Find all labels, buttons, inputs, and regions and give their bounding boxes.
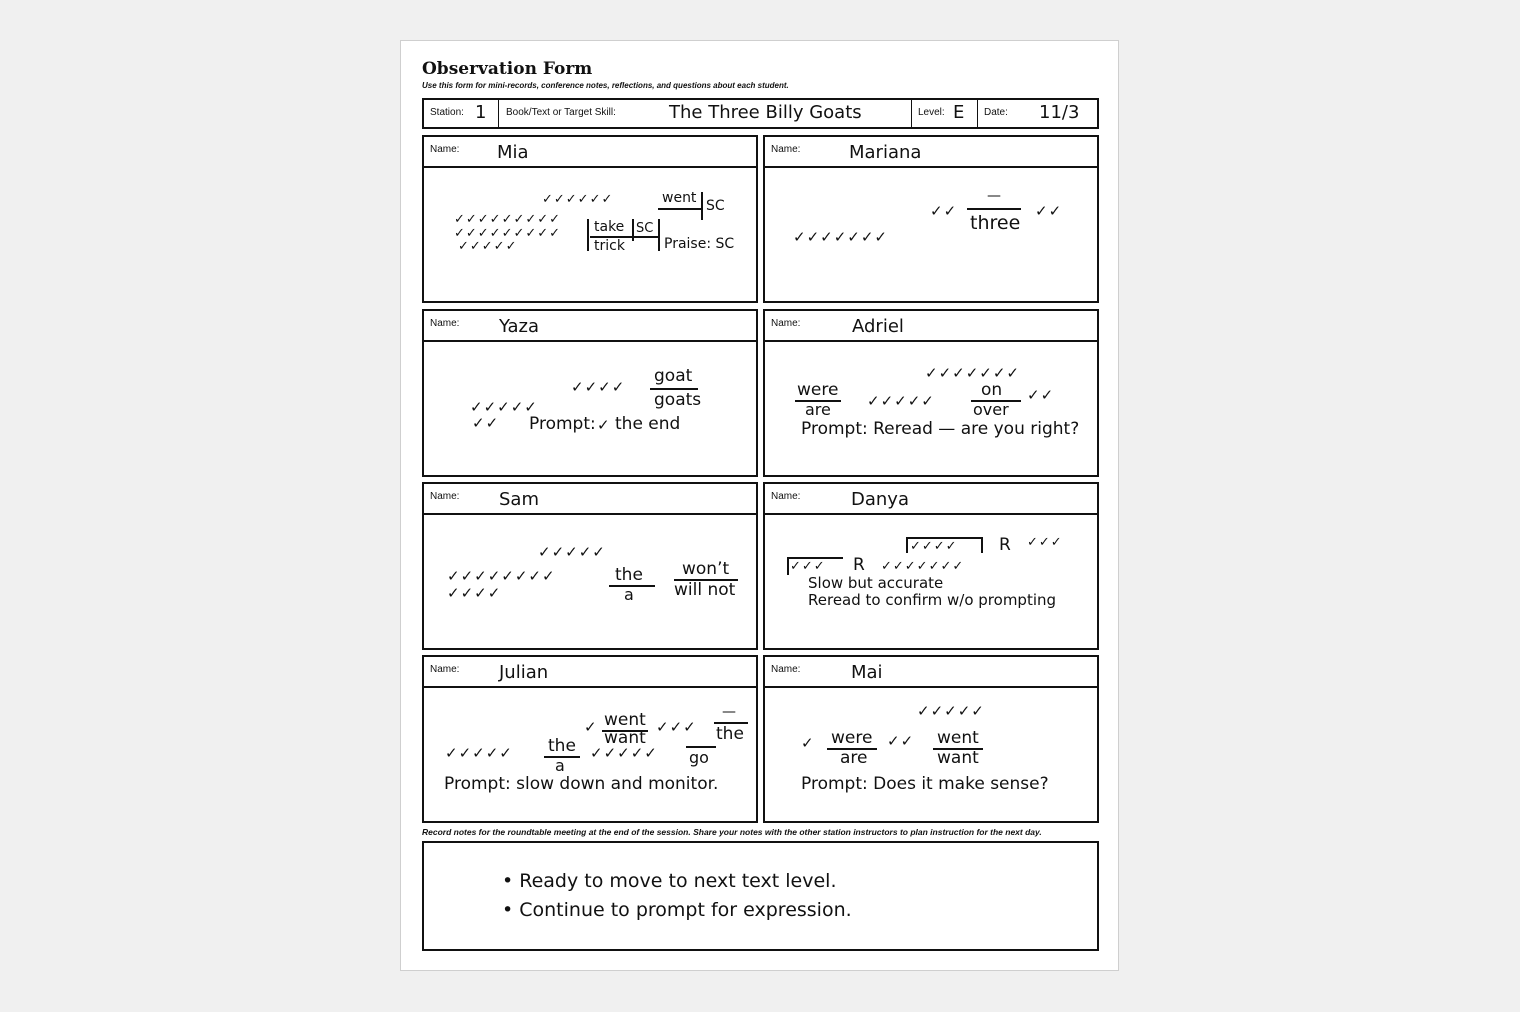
record-area: [424, 340, 756, 475]
date-cell: [978, 100, 1097, 127]
student-cell-mariana: [763, 135, 1099, 303]
error-word: went: [604, 710, 646, 730]
name-row: [424, 484, 756, 515]
check-marks: ✓✓✓✓✓: [458, 239, 518, 254]
name-row: [765, 311, 1097, 342]
prompt-note: Prompt: slow down and monitor.: [444, 774, 719, 794]
student-name: Sam: [499, 489, 539, 510]
check-marks: ✓✓✓✓✓: [445, 744, 513, 762]
prompt-note: Prompt:: [529, 414, 596, 434]
student-name: Yaza: [499, 316, 540, 337]
check-marks: ✓✓: [887, 732, 915, 750]
observation-note: Reread to confirm w/o prompting: [808, 591, 1057, 609]
student-name: Adriel: [852, 316, 904, 337]
student-name: Mai: [851, 662, 883, 683]
student-name: Mia: [497, 142, 529, 163]
roundtable-note: • Continue to prompt for expression.: [502, 899, 852, 921]
error-word: goat: [654, 366, 693, 386]
form-subtitle: Use this form for mini-records, conference notes, reflections, and questions about each student.: [422, 81, 789, 90]
student-cell-danya: [763, 482, 1099, 650]
text-word: want: [937, 748, 979, 768]
check-marks: ✓✓✓✓✓: [590, 744, 658, 762]
error-line: [967, 208, 1021, 210]
name-label: Name:: [430, 664, 460, 675]
header-bar: [422, 98, 1099, 129]
error-word: went: [662, 190, 697, 206]
check-marks: ✓✓✓✓✓✓✓✓✓: [454, 212, 562, 227]
book-cell: [499, 100, 912, 127]
record-area: [424, 166, 756, 301]
check-marks: ✓✓: [1027, 386, 1055, 404]
text-word: the: [716, 724, 744, 744]
box-line: [587, 219, 589, 251]
name-label: Name:: [771, 144, 801, 155]
student-cell-adriel: [763, 309, 1099, 477]
reread-mark: R: [999, 535, 1011, 555]
error-word: went: [937, 728, 979, 748]
check-marks: ✓✓✓: [656, 718, 697, 736]
omission-mark: —: [987, 188, 1001, 204]
check-marks: ✓✓✓: [1027, 535, 1063, 550]
error-word: won’t: [682, 559, 730, 579]
error-word: were: [831, 728, 873, 748]
roundtable-notes-box: [422, 841, 1099, 951]
roundtable-caption: Record notes for the roundtable meeting at the end of the session. Share your notes with the other station instructors to plan instruction for the next day.: [422, 827, 1042, 837]
student-cell-sam: [422, 482, 758, 650]
check-marks: ✓✓✓✓: [571, 378, 626, 396]
station-label: Station:: [430, 107, 464, 118]
check-marks: ✓✓✓✓✓: [917, 702, 985, 720]
reread-mark: R: [853, 555, 865, 575]
name-label: Name:: [771, 491, 801, 502]
check-marks: ✓✓✓✓✓: [867, 392, 935, 410]
name-row: [765, 484, 1097, 515]
student-name: Mariana: [849, 142, 922, 163]
name-row: [424, 311, 756, 342]
check-marks: ✓✓✓✓✓: [470, 398, 538, 416]
book-label: Book/Text or Target Skill:: [506, 107, 616, 118]
name-row: [765, 657, 1097, 688]
observation-note: Slow but accurate: [808, 574, 944, 592]
text-word: a: [555, 756, 565, 775]
error-word: on: [981, 380, 1003, 400]
date-label: Date:: [984, 107, 1008, 118]
record-area: [765, 166, 1097, 301]
text-word: want: [604, 728, 646, 748]
book-value: The Three Billy Goats: [669, 102, 862, 123]
level-cell: [912, 100, 978, 127]
check-marks: ✓✓: [1035, 202, 1063, 220]
record-area: [424, 513, 756, 648]
station-cell: [424, 100, 499, 127]
record-area: [765, 686, 1097, 821]
check-marks: ✓✓✓✓: [447, 584, 502, 602]
name-row: [424, 137, 756, 168]
name-label: Name:: [430, 144, 460, 155]
text-word: go: [689, 748, 709, 767]
prompt-note: Prompt: Reread — are you right?: [801, 419, 1080, 439]
check-marks: ✓✓✓✓✓✓✓✓: [447, 567, 556, 585]
box-line: [906, 537, 908, 553]
text-word: are: [840, 748, 868, 768]
level-label: Level:: [918, 107, 945, 118]
text-word: trick: [594, 238, 625, 254]
check-marks: ✓✓✓✓✓✓✓: [881, 559, 965, 574]
record-area: [765, 513, 1097, 648]
check-mark: ✓: [597, 416, 611, 434]
name-label: Name:: [771, 664, 801, 675]
text-word: goats: [654, 390, 702, 410]
box-line: [632, 236, 658, 238]
form-title: Observation Form: [422, 59, 593, 79]
student-cell-mai: [763, 655, 1099, 823]
level-value: E: [953, 102, 965, 123]
error-word: were: [797, 380, 839, 400]
box-line: [787, 557, 789, 575]
check-marks: ✓✓✓✓✓: [538, 543, 606, 561]
check-marks: ✓✓✓: [790, 559, 826, 574]
name-label: Name:: [771, 318, 801, 329]
error-word: the: [548, 736, 576, 756]
name-row: [424, 657, 756, 688]
student-name: Danya: [851, 489, 909, 510]
observation-form-sheet: [400, 40, 1119, 971]
sc-divider: [701, 192, 703, 220]
error-word: the: [615, 565, 643, 585]
text-word: over: [973, 400, 1009, 419]
self-correction-mark: SC: [636, 221, 654, 236]
check-marks: ✓✓: [472, 414, 500, 432]
name-label: Name:: [430, 491, 460, 502]
error-line: [658, 208, 702, 210]
omission-mark: —: [722, 704, 736, 720]
error-word: take: [594, 219, 625, 235]
check-mark: ✓: [801, 734, 815, 752]
student-cell-julian: [422, 655, 758, 823]
check-marks: ✓✓✓✓✓✓✓: [793, 228, 888, 246]
check-marks: ✓✓✓✓✓✓✓✓✓: [454, 226, 562, 241]
prompt-note: Prompt: Does it make sense?: [801, 774, 1049, 794]
student-cell-yaza: [422, 309, 758, 477]
name-row: [765, 137, 1097, 168]
text-word: three: [970, 212, 1021, 234]
check-marks: ✓✓✓✓: [910, 539, 958, 554]
box-line: [981, 537, 983, 553]
station-value: 1: [475, 102, 487, 123]
text-word: will not: [674, 580, 736, 600]
praise-note: Praise: SC: [664, 236, 735, 252]
self-correction-mark: SC: [706, 198, 725, 214]
student-cell-mia: [422, 135, 758, 303]
check-marks: ✓✓✓✓✓✓: [542, 192, 614, 207]
box-line: [658, 219, 660, 251]
name-label: Name:: [430, 318, 460, 329]
check-marks: ✓✓✓✓✓✓✓: [925, 364, 1020, 382]
text-word: a: [624, 585, 634, 604]
check-marks: ✓✓: [930, 202, 958, 220]
box-line: [632, 219, 634, 241]
student-name: Julian: [499, 662, 549, 683]
record-area: [424, 686, 756, 821]
record-area: [765, 340, 1097, 475]
roundtable-note: • Ready to move to next text level.: [502, 870, 837, 892]
check-mark: ✓: [584, 718, 598, 736]
date-value: 11/3: [1039, 102, 1080, 123]
text-word: are: [805, 400, 831, 419]
prompt-note: the end: [615, 414, 681, 434]
